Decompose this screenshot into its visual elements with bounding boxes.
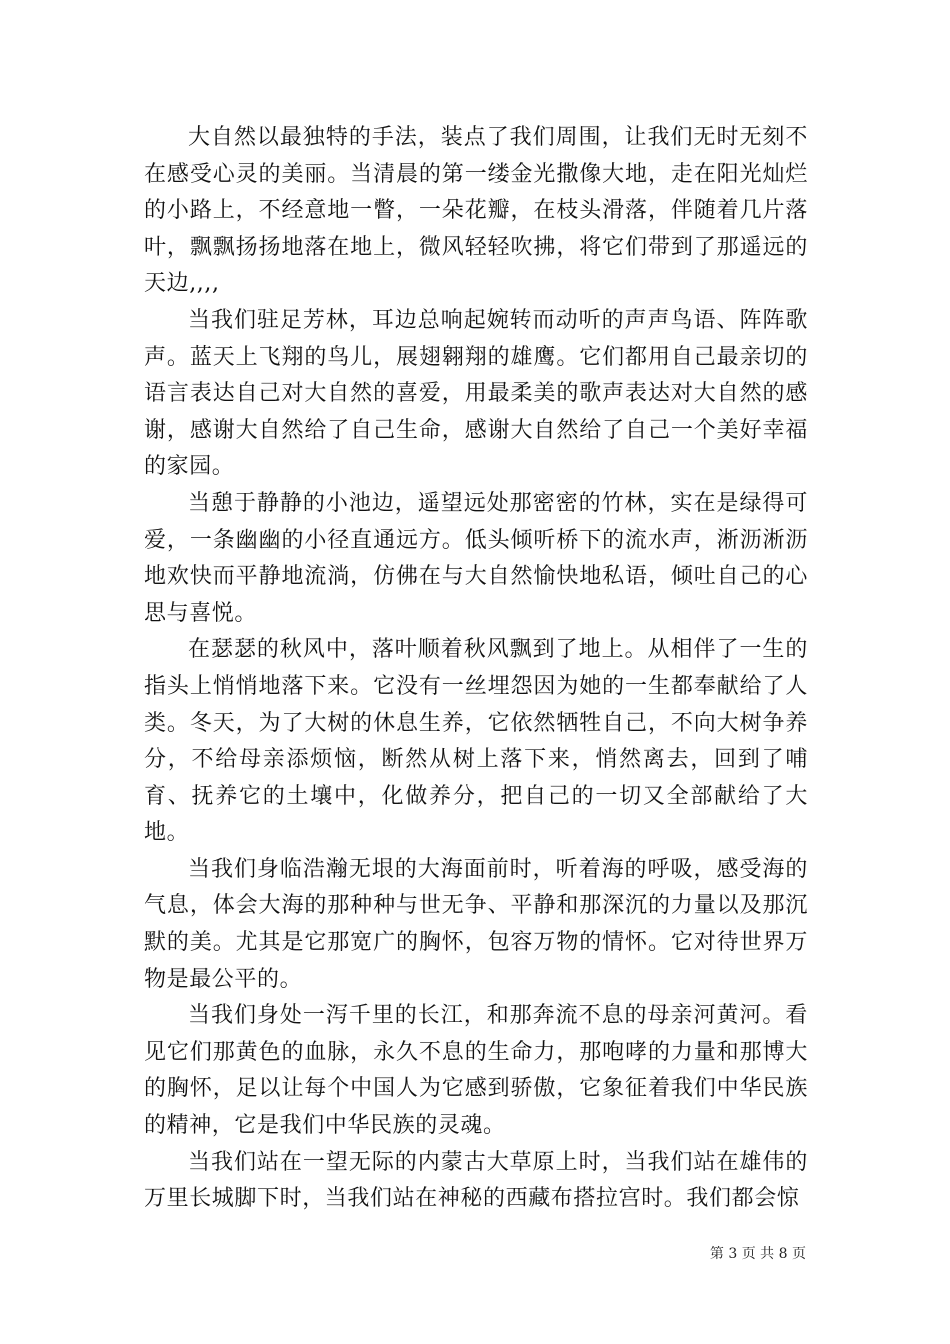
paragraph-2: 当我们驻足芳林，耳边总响起婉转而动听的声声鸟语、阵阵歌声。蓝天上飞翔的鸟儿，展翅翱翔的雄鹰。它们都用自己最亲切的语言表达自己对大自然的喜爱，用最柔美的歌声表达对大自然的感谢，感谢大自然给了自己生命，感谢大自然给了自己一个美好幸福的家园。 [144, 307, 808, 480]
paragraph-1: 大自然以最独特的手法，装点了我们周围，让我们无时无刻不在感受心灵的美丽。当清晨的第一缕金光撒像大地，走在阳光灿烂的小路上，不经意地一瞥，一朵花瓣，在枝头滑落，伴随着几片落叶，飘飘扬扬地落在地上，微风轻轻吹拂，将它们带到了那遥远的天边,,,, [144, 125, 808, 297]
paragraph-4: 在瑟瑟的秋风中，落叶顺着秋风飘到了地上。从相伴了一生的指头上悄悄地落下来。它没有一丝埋怨因为她的一生都奉献给了人类。冬天，为了大树的休息生养，它依然牺牲自己，不向大树争养分，不给母亲添烦恼，断然从树上落下来，悄然离去，回到了哺育、抚养它的土壤中，化做养分，把自己的一切又全部献给了大地。 [144, 637, 808, 846]
paragraph-7: 当我们站在一望无际的内蒙古大草原上时，当我们站在雄伟的万里长城脚下时，当我们站在神秘的西藏布搭拉宫时。我们都会惊 [144, 1149, 808, 1212]
paragraph-3: 当憩于静静的小池边，遥望远处那密密的竹林，实在是绿得可爱，一条幽幽的小径直通远方。低头倾听桥下的流水声，淅沥淅沥地欢快而平静地流淌，仿佛在与大自然愉快地私语，倾吐自己的心思与喜悦。 [144, 490, 808, 626]
paragraph-5: 当我们身临浩瀚无垠的大海面前时，听着海的呼吸，感受海的气息，体会大海的那种种与世无争、平静和那深沉的力量以及那沉默的美。尤其是它那宽广的胸怀，包容万物的情怀。它对待世界万物是最公平的。 [144, 856, 808, 992]
paragraph-6: 当我们身处一泻千里的长江，和那奔流不息的母亲河黄河。看见它们那黄色的血脉，永久不息的生命力，那咆哮的力量和那博大的胸怀，足以让每个中国人为它感到骄傲，它象征着我们中华民族的精神，它是我们中华民族的灵魂。 [144, 1003, 808, 1139]
page-number: 第 3 页 共 8 页 [709, 1246, 806, 1262]
document-body [144, 120, 808, 1218]
